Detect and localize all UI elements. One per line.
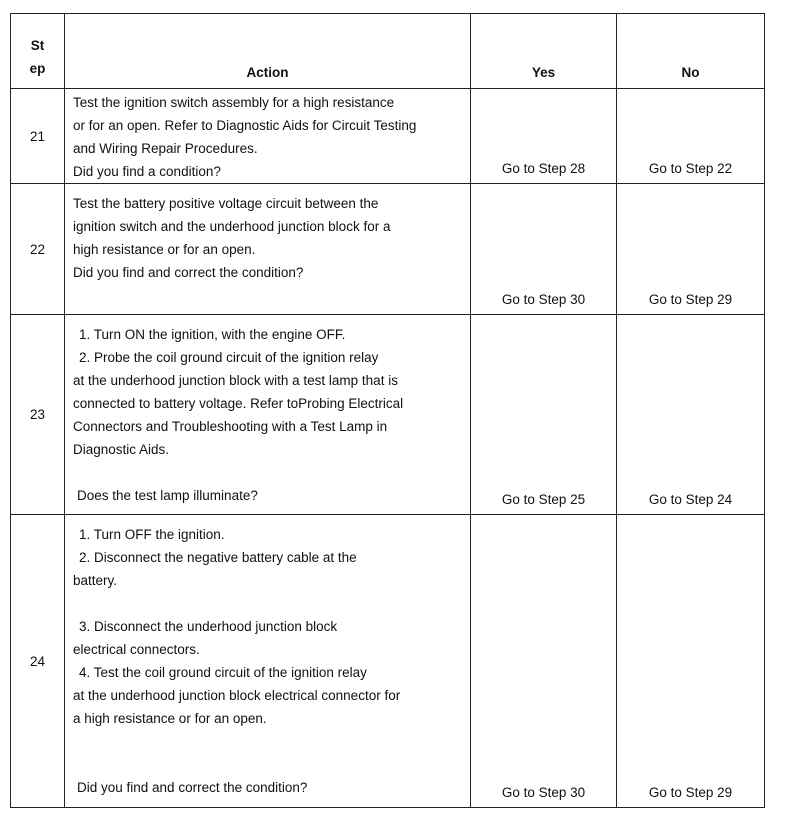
action-line: 1. Turn OFF the ignition. (79, 527, 225, 542)
action-question: Did you find and correct the condition? (77, 780, 308, 795)
action-line: high resistance or for an open. (73, 242, 256, 257)
step-number: 23 (11, 315, 65, 515)
action-line: Test the ignition switch assembly for a high resistance (73, 95, 395, 110)
action-line: Diagnostic Aids. (73, 442, 170, 457)
header-yes: Yes (471, 14, 617, 89)
yes-cell (471, 89, 617, 184)
action-line: connected to battery voltage. Refer toProbing Electrical (73, 396, 404, 411)
action-question: Did you find a condition? (73, 164, 221, 179)
yes-result: Go to Step 28 (501, 161, 586, 176)
action-question: Did you find and correct the condition? (73, 265, 304, 280)
header-step-line-1: St (30, 38, 45, 53)
action-cell (65, 515, 471, 808)
no-result: Go to Step 22 (648, 161, 733, 176)
action-line: battery. (73, 573, 118, 588)
action-line: electrical connectors. (73, 642, 200, 657)
action-line: at the underhood junction block electrical connector for (73, 688, 401, 703)
header-step-line-2: ep (29, 61, 46, 76)
table-row-step-24 (11, 515, 765, 808)
header-no: No (617, 14, 765, 89)
action-line: Test the battery positive voltage circuit between the (73, 196, 379, 211)
table-row-step-21 (11, 89, 765, 184)
action-line: Connectors and Troubleshooting with a Test Lamp in (73, 419, 388, 434)
action-line: at the underhood junction block with a test lamp that is (73, 373, 398, 388)
yes-cell (471, 515, 617, 808)
action-line: a high resistance or for an open. (73, 711, 267, 726)
action-line: 4. Test the coil ground circuit of the ignition relay (79, 665, 367, 680)
no-result: Go to Step 24 (648, 492, 733, 507)
no-cell (617, 315, 765, 515)
action-cell (65, 184, 471, 315)
line-gap (73, 753, 466, 776)
header-step (11, 14, 65, 89)
line-gap (73, 592, 466, 615)
action-cell (65, 89, 471, 184)
table-row-step-22 (11, 184, 765, 315)
no-cell (617, 184, 765, 315)
no-result: Go to Step 29 (648, 292, 733, 307)
header-action: Action (65, 14, 471, 89)
yes-result: Go to Step 30 (501, 785, 586, 800)
action-line: 2. Probe the coil ground circuit of the ignition relay (79, 350, 379, 365)
no-cell (617, 515, 765, 808)
line-gap (73, 730, 466, 753)
action-line: ignition switch and the underhood junction block for a (73, 219, 391, 234)
yes-cell (471, 184, 617, 315)
yes-cell (471, 315, 617, 515)
action-line: or for an open. Refer to Diagnostic Aids for Circuit Testing (73, 118, 417, 133)
action-cell (65, 315, 471, 515)
action-line: 2. Disconnect the negative battery cable at the (79, 550, 357, 565)
action-line: and Wiring Repair Procedures. (73, 141, 258, 156)
no-result: Go to Step 29 (648, 785, 733, 800)
action-line: 1. Turn ON the ignition, with the engine OFF. (79, 327, 346, 342)
no-cell (617, 89, 765, 184)
step-number: 24 (11, 515, 65, 808)
yes-result: Go to Step 30 (501, 292, 586, 307)
header-row (11, 14, 765, 89)
diagnostic-table (10, 13, 765, 808)
table-row-step-23 (11, 315, 765, 515)
step-number: 21 (11, 89, 65, 184)
step-number: 22 (11, 184, 65, 315)
action-question: Does the test lamp illuminate? (77, 488, 258, 503)
action-line: 3. Disconnect the underhood junction block (79, 619, 338, 634)
line-gap (73, 461, 466, 484)
yes-result: Go to Step 25 (501, 492, 586, 507)
